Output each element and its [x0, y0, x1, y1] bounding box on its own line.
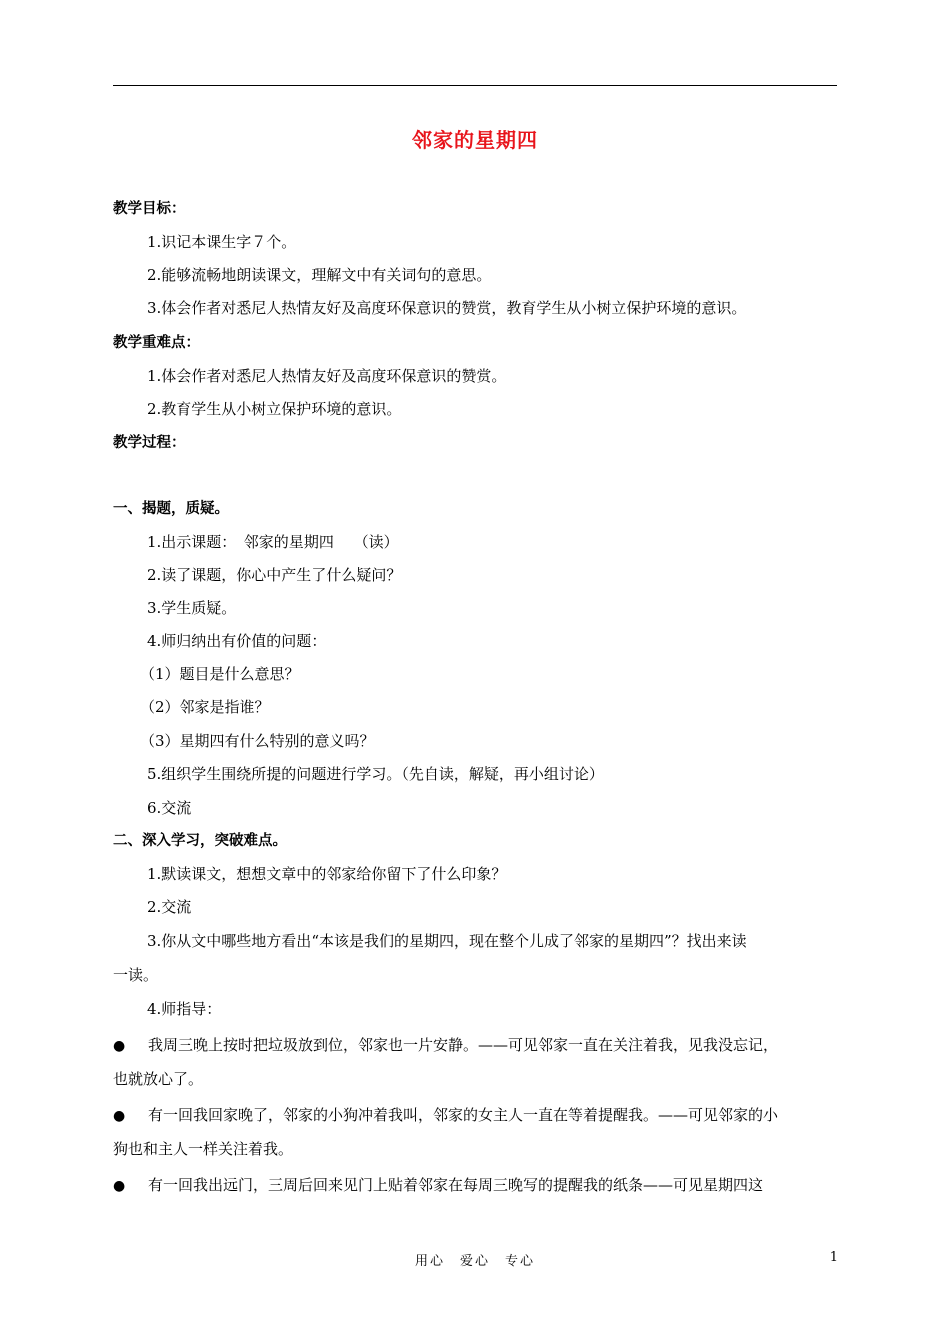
goal-item: 3.体会作者对悉尼人热情友好及高度环保意识的赞赏，教育学生从小树立保护环境的意识。 [147, 299, 747, 317]
key-points-heading: 教学重难点： [113, 335, 200, 351]
page-number: 1 [829, 1250, 838, 1265]
bullet-text: 我周三晚上按时把垃圾放到位，邻家也一片安静。——可见邻家一直在关注着我，见我没忘记， [148, 1036, 779, 1054]
process-heading: 教学过程： [113, 435, 186, 451]
part2-heading: 二、深入学习，突破难点。 [113, 833, 287, 849]
page-title: 邻家的星期四 [412, 128, 538, 152]
bullet-text: 有一回我回家晚了，邻家的小狗冲着我叫，邻家的女主人一直在等着提醒我。——可见邻家的小 [148, 1106, 779, 1124]
part1-item: 4.师归纳出有价值的问题： [147, 632, 327, 650]
bullet-text: 有一回我出远门，三周后回来见门上贴着邻家在每周三晚写的提醒我的纸条——可见星期四这 [148, 1176, 764, 1194]
header-rule [113, 85, 837, 86]
key-point-item: 1.体会作者对悉尼人热情友好及高度环保意识的赞赏。 [147, 367, 507, 385]
bullet-item [113, 1034, 837, 1057]
part1-sub-item: （1）题目是什么意思？ [140, 665, 300, 683]
goal-item: 1.识记本课生字７个。 [147, 233, 297, 251]
key-point-item: 2.教育学生从小树立保护环境的意识。 [147, 400, 402, 418]
goals-heading: 教学目标： [113, 201, 186, 217]
part1-item: 1.出示课题： 邻家的星期四 （读） [147, 533, 399, 551]
part1-item: 3.学生质疑。 [147, 599, 237, 617]
footer-text: 用心 爱心 专心 [414, 1254, 535, 1269]
part2-item: 3.你从文中哪些地方看出“本该是我们的星期四，现在整个儿成了邻家的星期四”？找出来读 [147, 932, 747, 950]
part2-item-continuation: 一读。 [113, 966, 159, 984]
part1-sub-item: （3）星期四有什么特别的意义吗？ [140, 732, 375, 750]
bullet-icon: ● [113, 1178, 126, 1194]
part1-item: 2.读了课题，你心中产生了什么疑问？ [147, 566, 402, 584]
part2-item: 4.师指导： [147, 1000, 222, 1018]
part1-sub-item: （2）邻家是指谁？ [140, 698, 270, 716]
bullet-item [113, 1174, 837, 1197]
bullet-icon: ● [113, 1038, 126, 1054]
bullet-continuation: 狗也和主人一样关注着我。 [113, 1140, 294, 1158]
part2-item: 1.默读课文，想想文章中的邻家给你留下了什么印象？ [147, 865, 507, 883]
part2-item: 2.交流 [147, 898, 192, 916]
bullet-continuation: 也就放心了。 [113, 1070, 204, 1088]
part1-heading: 一、揭题，质疑。 [113, 501, 229, 517]
bullet-icon: ● [113, 1108, 126, 1124]
part1-item: 6.交流 [147, 799, 192, 817]
bullet-item [113, 1104, 837, 1127]
part1-item: 5.组织学生围绕所提的问题进行学习。（先自读，解疑，再小组讨论） [147, 765, 604, 783]
goal-item: 2.能够流畅地朗读课文，理解文中有关词句的意思。 [147, 266, 492, 284]
